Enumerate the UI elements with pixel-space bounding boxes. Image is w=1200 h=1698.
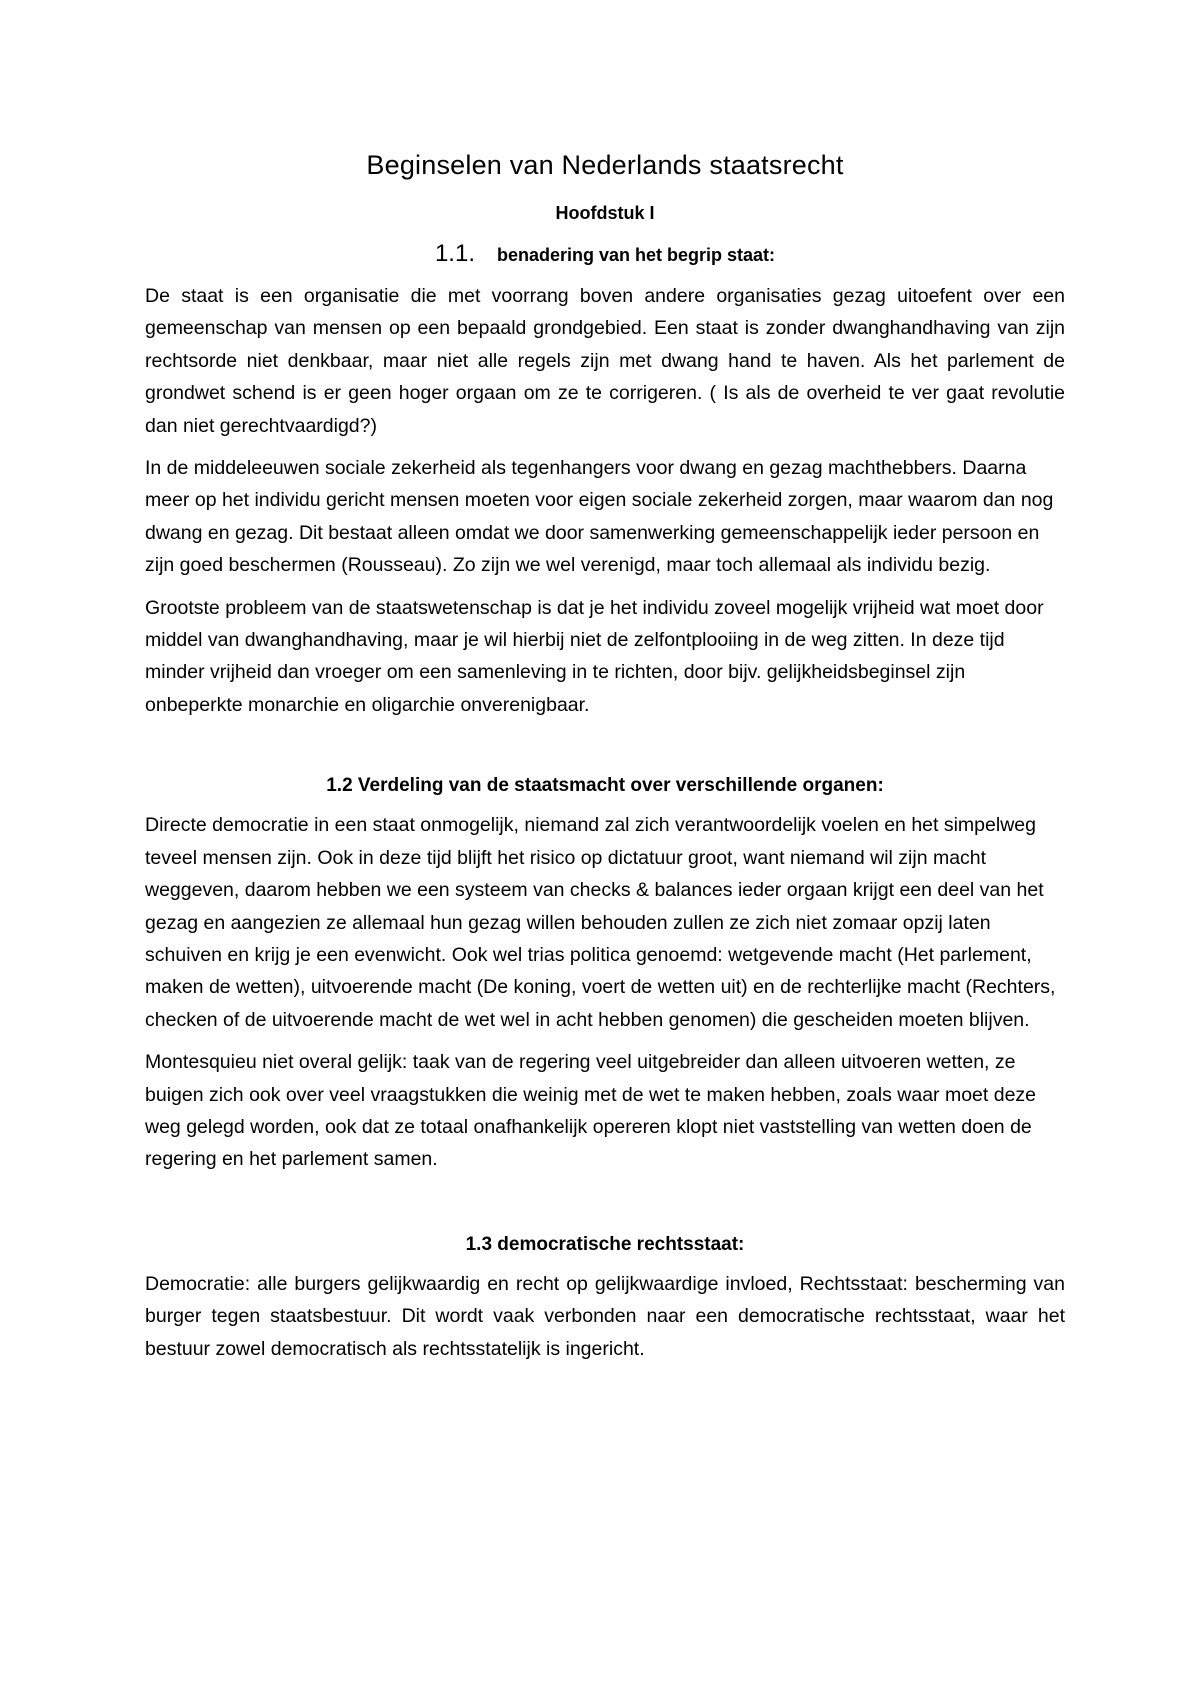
section-3-heading: 1.3 democratische rechtsstaat:: [465, 1233, 745, 1255]
section-1-paragraph-1: De staat is een organisatie die met voorrang boven andere organisaties gezag uitoefent over een gemeenschap van mensen op een bepaald grondgebied. Een staat is zonder dwanghandhaving van zijn rechtsorde niet denkbaar, maar niet alle regels zijn met dwang hand te haven. Als het parlement de grondwet schend is er geen hoger orgaan om ze te corrigeren. ( Is als de overheid te ver gaat revolutie dan niet gerechtvaardigd?): [145, 285, 1065, 437]
section-2-heading: 1.2 Verdeling van de staatsmacht over verschillende organen:: [326, 775, 884, 797]
section-3-paragraph-1: Democratie: alle burgers gelijkwaardig en recht op gelijkwaardige invloed, Rechtsstaat: bescherming van burger tegen staatsbestuur. Dit wordt vaak verbonden naar een democratische rechtsstaat, waar het bestuur zowel democratisch als rechtsstatelijk is ingericht.: [145, 1272, 1065, 1360]
section-1-paragraph-2: In de middeleeuwen sociale zekerheid als tegenhangers voor dwang en gezag machthebbers. Daarna meer op het individu gericht mensen moeten voor eigen sociale zekerheid zorgen, maar waarom dan nog dwang en gezag. Dit bestaat alleen omdat we door samenwerking gemeenschappelijk ieder persoon en zijn goed beschermen (Rousseau). Zo zijn we wel verenigd, maar toch allemaal als individu bezig.: [145, 457, 1054, 577]
chapter-heading: Hoofdstuk I: [555, 203, 655, 223]
section-1-number: 1.1.: [434, 240, 475, 267]
section-2-paragraph-1: Directe democratie in een staat onmogelijk, niemand zal zich verantwoordelijk voelen en het simpelweg teveel mensen zijn. Ook in deze tijd blijft het risico op dictatuur groot, want niemand wil zijn macht weggeven, daarom hebben we een systeem van checks & balances ieder orgaan krijgt een deel van het gezag en aangezien ze allemaal hun gezag willen behouden zullen ze zich niet zomaar opzij laten schuiven en krijg je een evenwicht. Ook wel trias politica genoemd: wetgevende macht (Het parlement, maken de wetten), uitvoerende macht (De koning, voert de wetten uit) en de rechterlijke macht (Rechters, checken of de uitvoerende macht de wet wel in acht hebben genomen) die gescheiden moeten blijven.: [145, 814, 1056, 1031]
section-1-paragraph-3: Grootste probleem van de staatswetenschap is dat je het individu zoveel mogelijk vrijheid wat moet door middel van dwanghandhaving, maar je wil hierbij niet de zelfontplooiing in de weg zitten. In deze tijd minder vrijheid dan vroeger om een samenleving in te richten, door bijv. gelijkheidsbeginsel zijn onbeperkte monarchie en oligarchie onverenigbaar.: [145, 596, 1044, 716]
document-title: Beginselen van Nederlands staatsrecht: [366, 150, 844, 180]
section-1-title: benadering van het begrip staat:: [496, 245, 776, 265]
document-page: [145, 150, 1065, 1375]
section-1-heading: [145, 240, 1065, 268]
section-2-paragraph-2: Montesquieu niet overal gelijk: taak van de regering veel uitgebreider dan alleen uitvoeren wetten, ze buigen zich ook over veel vraagstukken die weinig met de wet te maken hebben, zoals waar moet deze weg gelegd worden, ook dat ze totaal onafhankelijk opereren klopt niet vaststelling van wetten doen de regering en het parlement samen.: [145, 1051, 1037, 1171]
